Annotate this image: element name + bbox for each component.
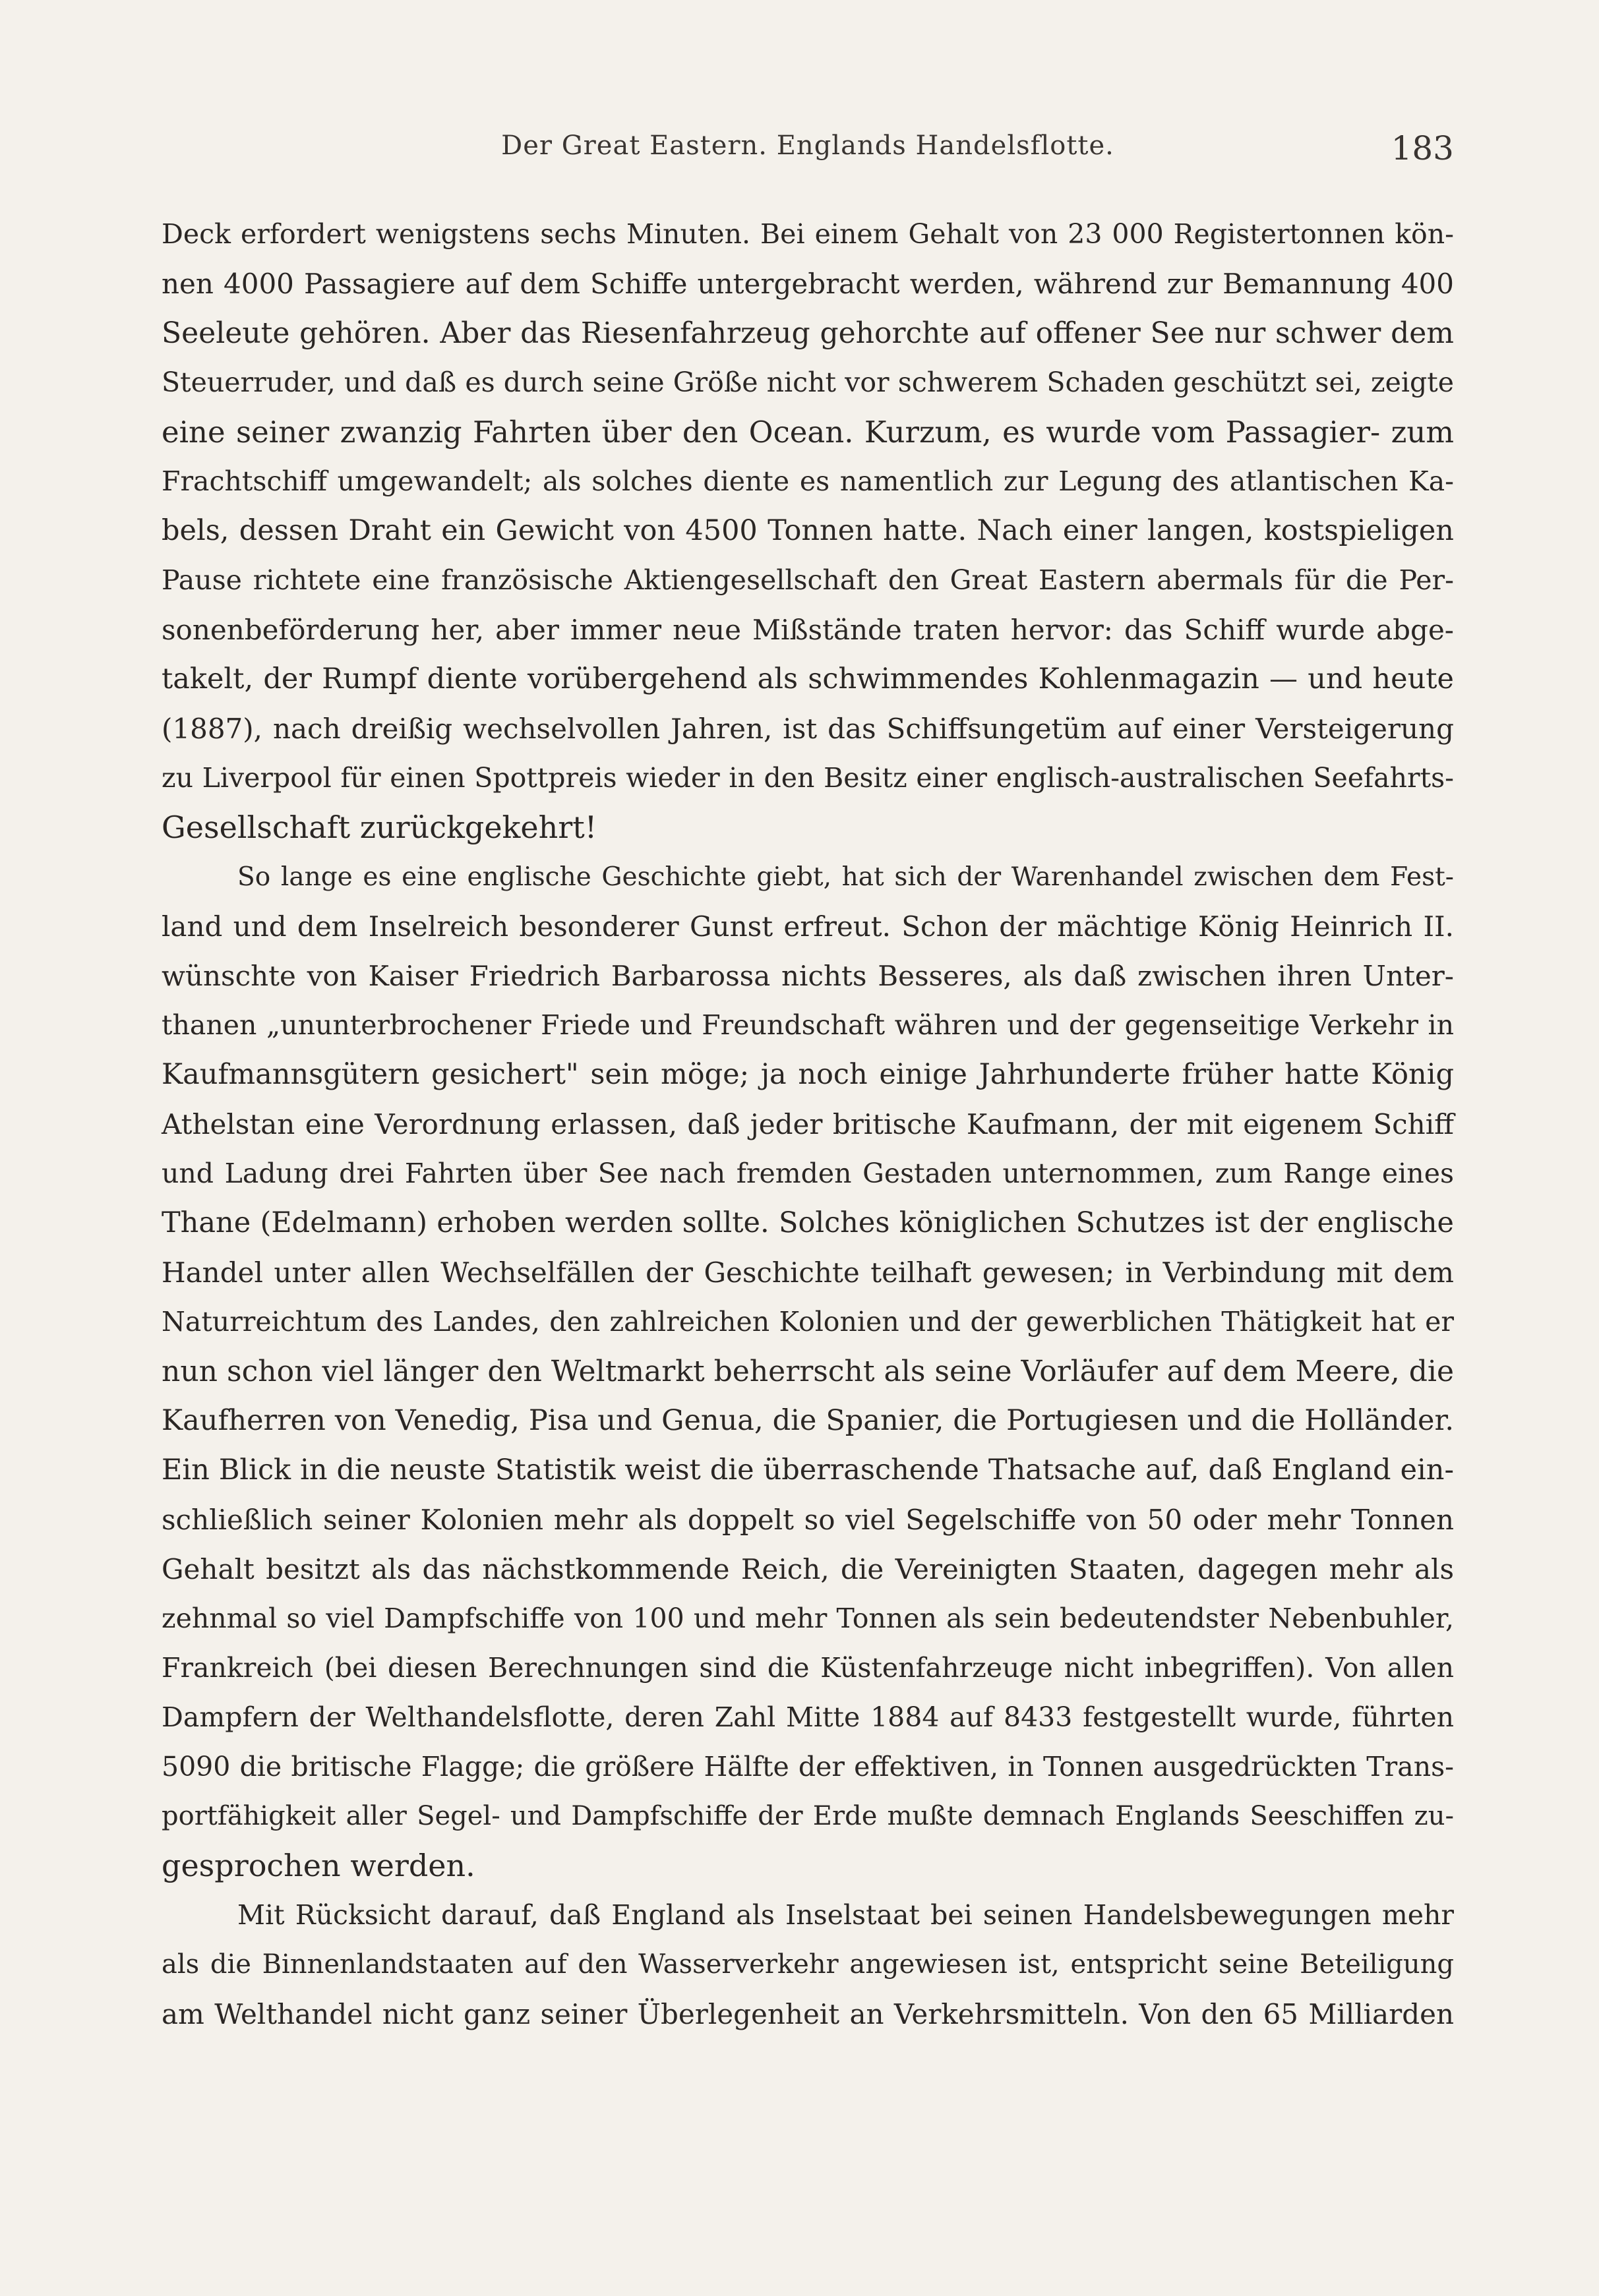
text-line: Deck erfordert wenigstens sechs Minuten. Bei einem Gehalt von 23 000 Registertonnen kön- xyxy=(162,218,1454,250)
running-title: Der Great Eastern. Englands Handelsflotte. xyxy=(501,131,1114,161)
text-line: bels, dessen Draht ein Gewicht von 4500 Tonnen hatte. Nach einer langen, kostspieligen xyxy=(162,514,1454,547)
text-line: thanen „ununterbrochener Friede und Freundschaft währen und der gegenseitige Verkehr in xyxy=(162,1009,1454,1041)
text-line: Athelstan eine Verordnung erlassen, daß jeder britische Kaufmann, der mit eigenem Schiff xyxy=(162,1108,1454,1140)
text-line: Pause richtete eine französische Aktiengesellschaft den Great Eastern abermals für die Per- xyxy=(162,564,1454,596)
running-head xyxy=(162,129,1454,182)
text-line: zu Liverpool für einen Spottpreis wieder in den Besitz einer englisch-australischen Seefahrts- xyxy=(162,762,1454,794)
text-line: am Welthandel nicht ganz seiner Überlegenheit an Verkehrsmitteln. Von den 65 Milliarden xyxy=(162,1998,1454,2030)
text-line: So lange es eine englische Geschichte giebt, hat sich der Warenhandel zwischen dem Fest- xyxy=(237,862,1454,892)
text-line: wünschte von Kaiser Friedrich Barbarossa nichts Besseres, als daß zwischen ihren Unter- xyxy=(162,960,1454,992)
text-line: (1887), nach dreißig wechselvollen Jahren, ist das Schiffsungetüm auf einer Versteigerung xyxy=(162,713,1454,745)
text-line: Gehalt besitzt als das nächstkommende Reich, die Vereinigten Staaten, dagegen mehr als xyxy=(162,1553,1454,1585)
text-line: Frankreich (bei diesen Berechnungen sind die Küstenfahrzeuge nicht inbegriffen). Von allen xyxy=(162,1652,1454,1684)
page-number: 183 xyxy=(1391,129,1454,167)
text-line: 5090 die britische Flagge; die größere Hälfte der effektiven, in Tonnen ausgedrückten Trans- xyxy=(162,1751,1454,1782)
text-line: gesprochen werden. xyxy=(162,1848,475,1883)
text-line: und Ladung drei Fahrten über See nach fremden Gestaden unternommen, zum Range eines xyxy=(162,1158,1454,1189)
text-line: Steuerruder, und daß es durch seine Größe nicht vor schwerem Schaden geschützt sei, zeigte xyxy=(162,367,1454,398)
text-line: Frachtschiff umgewandelt; als solches diente es namentlich zur Legung des atlantischen Ka- xyxy=(162,465,1454,497)
text-line: Thane (Edelmann) erhoben werden sollte. Solches königlichen Schutzes ist der englische xyxy=(162,1206,1454,1239)
text-line: takelt, der Rumpf diente vorübergehend als schwimmendes Kohlenmagazin — und heute xyxy=(162,662,1454,695)
text-line: Gesellschaft zurückgekehrt! xyxy=(162,809,597,845)
text-line: Kaufherren von Venedig, Pisa und Genua, die Spanier, die Portugiesen und die Holländer. xyxy=(162,1404,1454,1437)
text-line: zehnmal so viel Dampfschiffe von 100 und mehr Tonnen als sein bedeutendster Nebenbuhler, xyxy=(162,1603,1454,1634)
text-line: Mit Rücksicht darauf, daß England als Inselstaat bei seinen Handelsbewegungen mehr xyxy=(237,1899,1454,1931)
text-line: Handel unter allen Wechselfällen der Geschichte teilhaft gewesen; in Verbindung mit dem xyxy=(162,1256,1454,1289)
text-line: nun schon viel länger den Weltmarkt beherrscht als seine Vorläufer auf dem Meere, die xyxy=(162,1355,1454,1388)
text-line: Kaufmannsgütern gesichert" sein möge; ja noch einige Jahrhunderte früher hatte König xyxy=(162,1058,1454,1091)
text-line: nen 4000 Passagiere auf dem Schiffe untergebracht werden, während zur Bemannung 400 xyxy=(162,268,1454,300)
text-line: Ein Blick in die neuste Statistik weist die überraschende Thatsache auf, daß England ein- xyxy=(162,1454,1454,1487)
text-line: schließlich seiner Kolonien mehr als doppelt so viel Segelschiffe von 50 oder mehr Tonnen xyxy=(162,1504,1454,1536)
text-line: sonenbeförderung her, aber immer neue Mißstände traten hervor: das Schiff wurde abge- xyxy=(162,614,1454,646)
text-line: Seeleute gehören. Aber das Riesenfahrzeug gehorchte auf offener See nur schwer dem xyxy=(162,316,1454,350)
body-text xyxy=(162,210,1454,2039)
text-line: Dampfern der Welthandelsflotte, deren Zahl Mitte 1884 auf 8433 festgestellt wurde, führten xyxy=(162,1701,1454,1733)
text-line: als die Binnenlandstaaten auf den Wasserverkehr angewiesen ist, entspricht seine Beteiligung xyxy=(162,1949,1454,1980)
text-line: portfähigkeit aller Segel- und Dampfschiffe der Erde mußte demnach Englands Seeschiffen zu- xyxy=(162,1801,1454,1831)
text-line: Naturreichtum des Landes, den zahlreichen Kolonien und der gewerblichen Thätigkeit hat er xyxy=(162,1306,1454,1338)
text-line: eine seiner zwanzig Fahrten über den Ocean. Kurzum, es wurde vom Passagier- zum xyxy=(162,415,1454,450)
text-line: land und dem Inselreich besonderer Gunst erfreut. Schon der mächtige König Heinrich II. xyxy=(162,910,1454,943)
